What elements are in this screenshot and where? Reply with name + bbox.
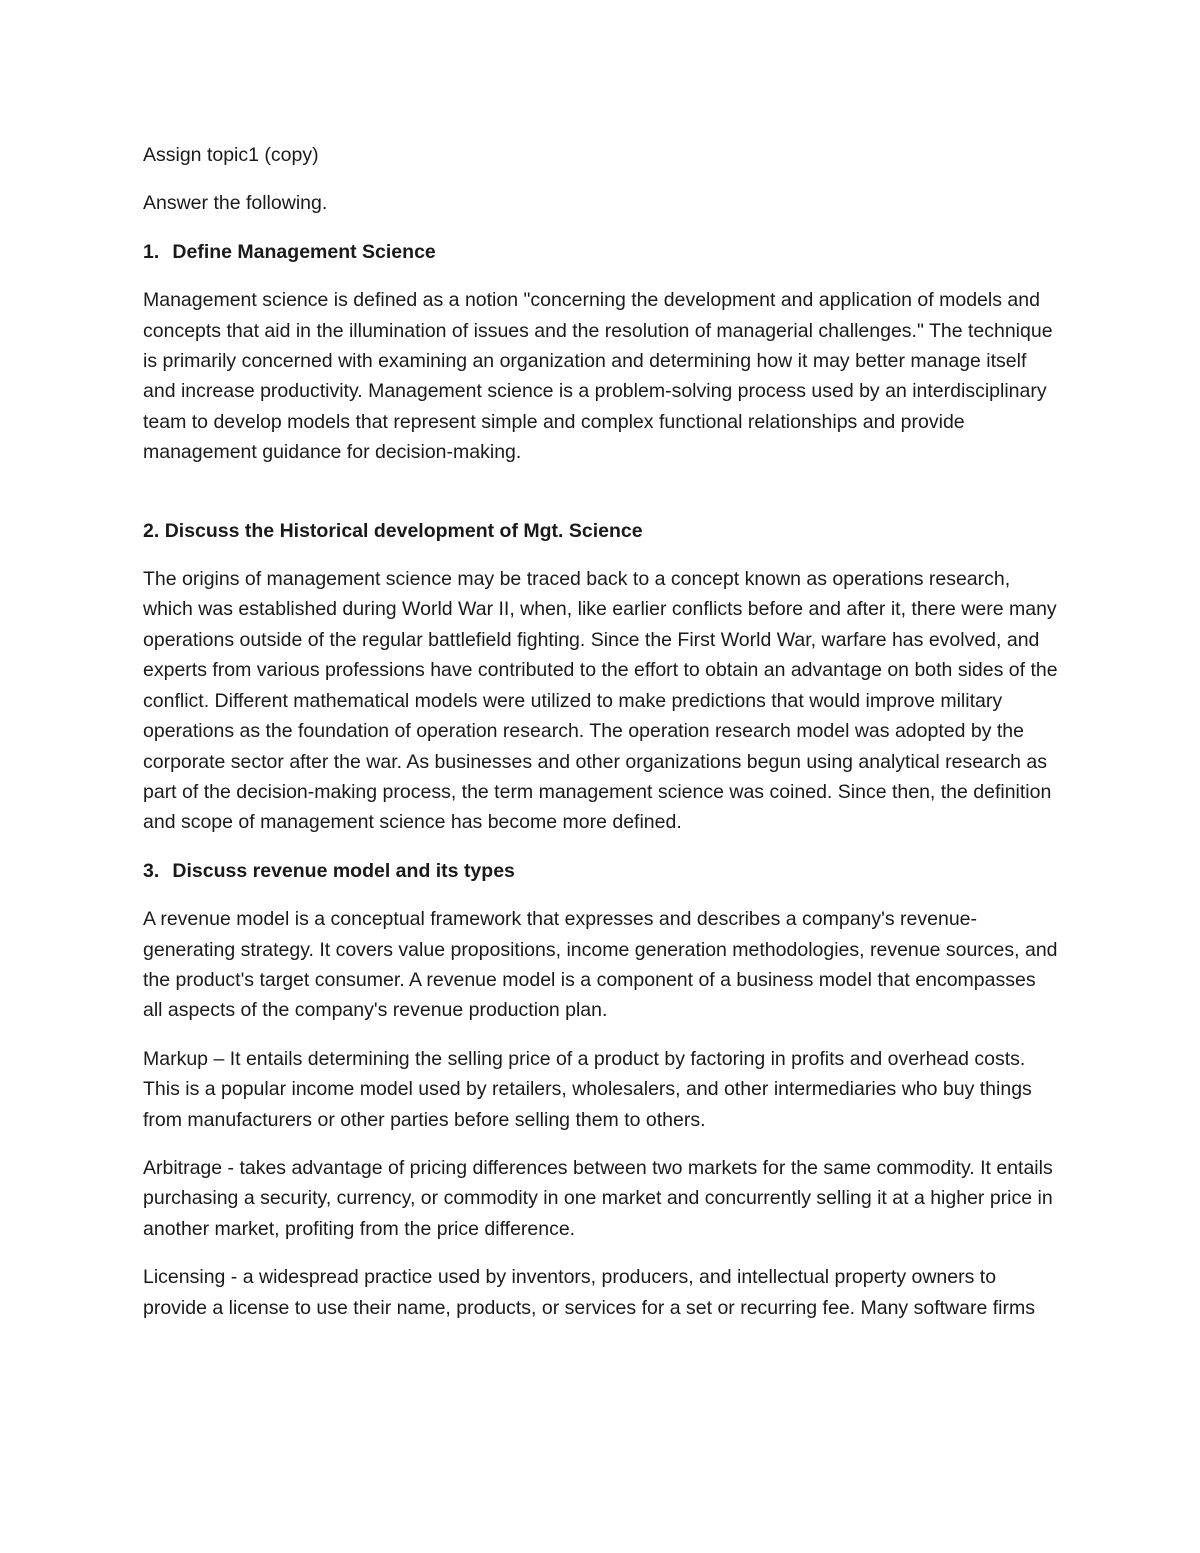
section-3-number: 3.: [143, 859, 160, 882]
section-2-heading-text: Discuss the Historical development of Mgt. Science: [164, 519, 643, 542]
document-body: [143, 140, 1058, 1341]
document-title: Assign topic1 (copy): [143, 144, 319, 166]
document-intro: Answer the following.: [143, 192, 328, 215]
section-3-paragraph-revenue-model: A revenue model is a conceptual framework that expresses and describes a company's revenue-generating strategy. It covers value propositions, income generation methodologies, revenue sources, and the product's target consumer. A revenue model is a component of a business model that encompasses all aspects of the company's revenue production plan.: [143, 908, 1058, 1022]
section-3-heading-text: Discuss revenue model and its types: [172, 859, 515, 882]
section-2-heading: [143, 516, 1058, 546]
section-2-number: 2.: [143, 519, 160, 542]
section-3-paragraph-arbitrage: Arbitrage - takes advantage of pricing differences between two markets for the same commodity. It entails purchasing a security, currency, or commodity in one market and concurrently selling it at a higher price in another market, profiting from the price difference.: [143, 1156, 1053, 1240]
section-2-paragraph: The origins of management science may be traced back to a concept known as operations research, which was established during World War II, when, like earlier conflicts before and after it, there were many operations outside of the regular battlefield fighting. Since the First World War, warfare has evolved, and experts from various professions have contributed to the effort to obtain an advantage on both sides of the conflict. Different mathematical models were utilized to make predictions that would improve military operations as the foundation of operation research. The operation research model was adopted by the corporate sector after the war. As businesses and other organizations begun using analytical research as part of the decision-making process, the term management science was coined. Since then, the definition and scope of management science has become more defined.: [143, 568, 1058, 834]
section-1-heading-text: Define Management Science: [172, 240, 436, 263]
section-3-paragraph-markup: Markup – It entails determining the selling price of a product by factoring in profits and overhead costs. This is a popular income model used by retailers, wholesalers, and other intermediaries who buy things from manufacturers or other parties before selling them to others.: [143, 1047, 1032, 1131]
section-1-number: 1.: [143, 240, 160, 263]
section-3-heading: [143, 856, 1058, 886]
section-1-heading: [143, 237, 1058, 267]
section-1-paragraph: Management science is defined as a notion "concerning the development and application of models and concepts that aid in the illumination of issues and the resolution of managerial challenges." The technique is primarily concerned with examining an organization and determining how it may better manage itself and increase productivity. Management science is a problem-solving process used by an interdisciplinary team to develop models that represent simple and complex functional relationships and provide management guidance for decision-making.: [143, 289, 1053, 464]
section-3-paragraph-licensing: Licensing - a widespread practice used by inventors, producers, and intellectual property owners to provide a license to use their name, products, or services for a set or recurring fee. Many software firms: [143, 1266, 1035, 1319]
